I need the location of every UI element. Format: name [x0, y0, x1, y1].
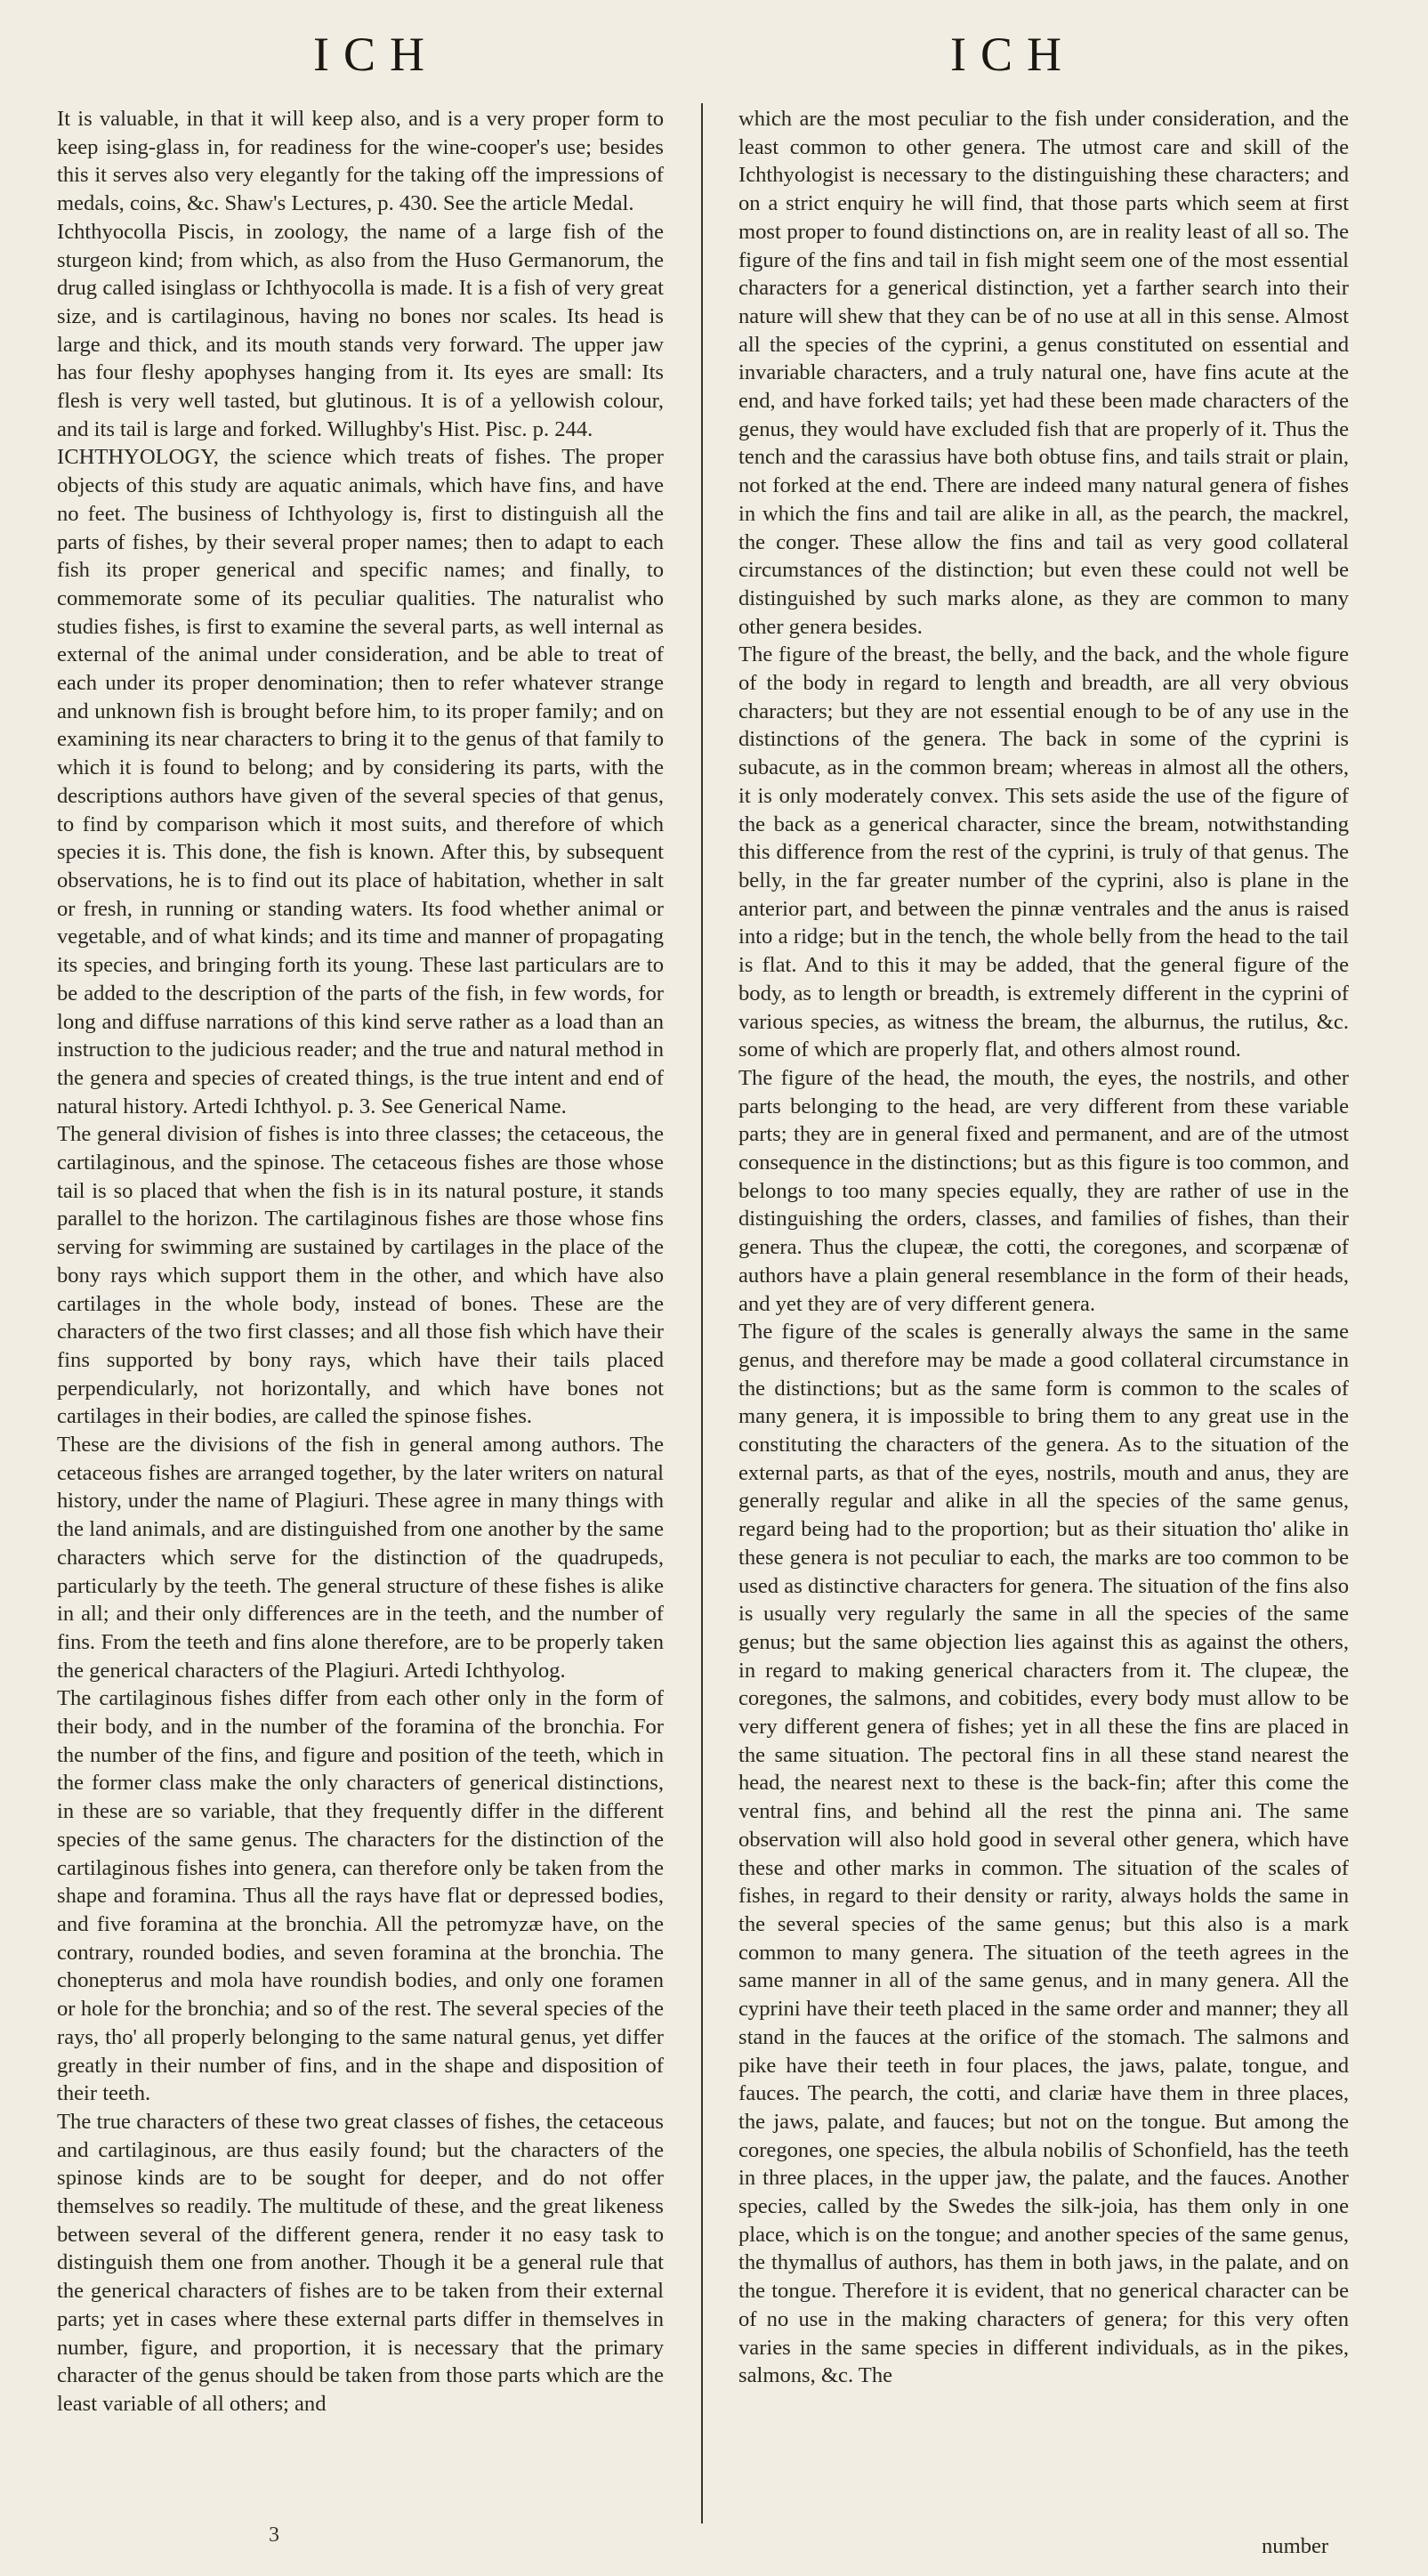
paragraph: The true characters of these two great classes of fishes, the cetaceous and cartilaginous, are thus easily found; but the characters of the spinose kinds are to be sought for deeper, and do not offer themselves so readily. The multitude of these, and the great likeness between several of the different genera, render it no easy task to distinguish them one from another. Though it be a general rule that the generical characters of fishes are to be taken from their external parts; yet in cases where these external parts differ in themselves in number, figure, and proportion, it is necessary that the primary character of the genus should be taken from those parts which are the least variable of all others; and — [57, 2109, 664, 2416]
paragraph: The figure of the head, the mouth, the eyes, the nostrils, and other parts belonging to the head, are very different from these variable parts; they are in general fixed and permanent, and are of the utmost consequence in the distinctions; but as this figure is too common, and belongs to too many species equally, they are rather of use in the distinguishing the orders, classes, and families of fishes, than their genera. Thus the clupeæ, the cotti, the coregones, and scorpænæ of authors have a plain general resemblance in the form of their heads, and yet they are of very different genera. — [738, 1065, 1349, 1316]
page-number: 3 — [269, 2524, 279, 2547]
running-header — [0, 27, 1428, 89]
catchword: number — [1262, 2534, 1329, 2558]
paragraph: The figure of the scales is generally always the same in the same genus, and therefore may be made a good collateral circumstance in the distinctions; but as the same form is common to the scales of many genera, it is impossible to bring them to any great use in the constituting the characters of the genera. As to the situation of the external parts, as that of the eyes, nostrils, mouth and anus, they are generally regular and alike in all the species of the same genus, regard being had to the proportion; but as their situation tho' alike in these genera is not peculiar to each, the marks are too common to be used as distinctive characters for genera. The situation of the fins also is usually very regularly the same in all the species of the same genus; but the same objection lies against this as against the others, in regard to making generical characters from it. The clupeæ, the coregones, the salmons, and cobitides, every body must allow to be very different genera of fishes; yet in all these the fins are placed in the same situation. The pectoral fins in all these stand nearest the head, the nearest next to these is the back-fin; after this come the ventral fins, and behind all the rest the pinna ani. The same observation will also hold good in several other genera, which have these and other marks in common. The situation of the scales of fishes, in regard to their density or rarity, always holds the same in the several species of the same genus; but this also is a mark common to many genera. The situation of the teeth agrees in the same manner in all of the same genus, and in many genera. All the cyprini have their teeth placed in the same order and manner; they all stand in the fauces at the orifice of the stomach. The salmons and pike have their teeth in four places, the jaws, palate, tongue, and fauces. The pearch, the cotti, and clariæ have them in three places, the jaws, palate, and fauces; but not on the tongue. But among the coregones, one species, the albula nobilis of Schonfield, has the teeth in three places, in the upper jaw, the palate, and the fauces. Another species, called by the Swedes the silk-joia, has them only in one place, which is on the tongue; and another species of the same genus, the thymallus of authors, has them in both jaws, in the palate, and on the tongue. Therefore it is evident, that no generical character can be of no use in the making characters of genera; for this very often varies in the same species in different individuals, as in the pikes, salmons, &c. The — [738, 1320, 1349, 2388]
paragraph: ICHTHYOLOGY, the science which treats of fishes. The proper objects of this study are aquatic animals, which have fins, and have no feet. The business of Ichthyology is, first to distinguish all the parts of fishes, by their several proper names; then to adapt to each fish its proper generical and specific names; and finally, to commemorate some of its peculiar qualities. The naturalist who studies fishes, is first to examine the several parts, as well internal as external of the animal under consideration, and be able to treat of each under its proper denomination; then to refer whatever strange and unknown fish is brought before him, to its proper family; and on examining its near characters to bring it to the genus of that family to which it is found to belong; and by considering its parts, with the descriptions authors have given of the several species of that genus, to find by comparison which it most suits, and therefore of which species it is. This done, the fish is known. After this, by subsequent observations, he is to find out its place of habitation, whether in salt or fresh, in running or standing waters. Its food whether animal or vegetable, and of what kinds; and its time and manner of propagating its species, and bringing forth its young. These last particulars are to be added to the description of the parts of the fish, in few words, for long and diffuse narrations of this kind serve rather as a load than an instruction to the judicious reader; and the true and natural method in the genera and species of created things, is the true intent and end of natural history. Artedi Ichthyol. p. 3. See Generical Name. — [57, 445, 664, 1118]
paragraph: The cartilaginous fishes differ from each other only in the form of their body, and in the number of the foramina of the bronchia. For the number of the fins, and figure and position of the teeth, which in the former class make the only characters of generical distinctions, in these are so variable, that they frequently differ in the different species of the same genus. The characters for the distinction of the cartilaginous fishes into genera, can therefore only be taken from the shape and foramina. Thus all the rays have flat or depressed bodies, and five foramina at the bronchia. All the petromyzæ have, on the contrary, rounded bodies, and seven foramina at the bronchia. The chonepterus and mola have roundish bodies, and only one foramen or hole for the bronchia; and so of the rest. The several species of the rays, tho' all properly belonging to the same natural genus, yet differ greatly in their number of fins, and in the shape and disposition of their teeth. — [57, 1686, 664, 2106]
paragraph: The general division of fishes is into three classes; the cetaceous, the cartilaginous, and the spinose. The cetaceous fishes are those whose tail is so placed that when the fish is in its natural posture, it stands parallel to the horizon. The cartilaginous fishes are those whose fins serving for swimming are sustained by cartilages in the place of the bony rays which support them in the other, and which have also cartilages in the whole body, instead of bones. These are the characters of the two first classes; and all those fish which have their fins supported by bony rays, which have their tails placed perpendicularly, not horizontally, and which have bones not cartilages in their bodies, are called the spinose fishes. — [57, 1122, 664, 1429]
column-divider — [701, 103, 703, 2524]
header-right: ICH — [950, 28, 1076, 81]
header-left: ICH — [313, 28, 439, 81]
right-column — [738, 105, 1349, 2390]
paragraph: which are the most peculiar to the fish under consideration, and the least common to other genera. The utmost care and skill of the Ichthyologist is necessary to the distinguishing these characters; and on a strict enquiry he will find, that those parts which seem at first most proper to found distinctions on, are in reality least of all so. The figure of the fins and tail in fish might seem one of the most essential characters for a generical distinction, yet a farther search into their nature will shew that they can be of no use at all in this sense. Almost all the species of the cyprini, a genus constituted on essential and invariable characters, and a truly natural one, have fins acute at the end, and have forked tails; yet had these been made characters of the genus, they would have excluded fish that are properly of it. Thus the tench and the carassius have both obtuse fins, and tails strait or plain, not forked at the end. There are indeed many natural genera of fishes in which the fins and tail are alike in all, as the pearch, the mackrel, the conger. These allow the fins and tail as very good collateral circumstances of the distinction; but even these could not well be distinguished by such marks alone, as they are common to many other genera besides. — [738, 107, 1349, 639]
paragraph: It is valuable, in that it will keep also, and is a very proper form to keep ising-glass in, for readiness for the wine-cooper's use; besides this it serves also very elegantly for the taking off the impressions of medals, coins, &c. Shaw's Lectures, p. 430. See the article Medal. — [57, 107, 664, 216]
paragraph: The figure of the breast, the belly, and the back, and the whole figure of the body in regard to length and breadth, are all very obvious characters; but they are not essential enough to be of any use in the distinctions of the genera. The back in some of the cyprini is subacute, as in the common bream; whereas in almost all the others, it is only moderately convex. This sets aside the use of the figure of the back as a generical character, since the bream, notwithstanding this difference from the rest of the cyprini, is truly of that genus. The belly, in the far greater number of the cyprini, also is plane in the anterior part, and between the pinnæ ventrales and the anus is raised into a ridge; but in the tench, the whole belly from the head to the tail is flat. And to this it may be added, that the general figure of the body, as to length or breadth, is extremely different in the cyprini of various species, as witness the bream, the alburnus, the rutilus, &c. some of which are properly flat, and others almost round. — [738, 642, 1349, 1062]
paragraph: Ichthyocolla Piscis, in zoology, the name of a large fish of the sturgeon kind; from which, as also from the Huso Germanorum, the drug called isinglass or Ichthyocolla is made. It is a fish of very great size, and is cartilaginous, having no bones nor scales. Its head is large and thick, and its mouth stands very forward. The upper jaw has four fleshy apophyses hanging from it. Its eyes are small: Its flesh is very well tasted, but glutinous. It is of a yellowish colour, and its tail is large and forked. Willughby's Hist. Pisc. p. 244. — [57, 219, 664, 441]
paragraph: These are the divisions of the fish in general among authors. The cetaceous fishes are arranged together, by the later writers on natural history, under the name of Plagiuri. These agree in many things with the land animals, and are distinguished from one another by the same characters which serve for the distinction of the quadrupeds, particularly by the teeth. The general structure of these fishes is alike in all; and their only differences are in the teeth, and the number of fins. From the teeth and fins alone therefore, are to be properly taken the generical characters of the Plagiuri. Artedi Ichthyolog. — [57, 1433, 664, 1683]
left-column — [57, 105, 664, 2419]
